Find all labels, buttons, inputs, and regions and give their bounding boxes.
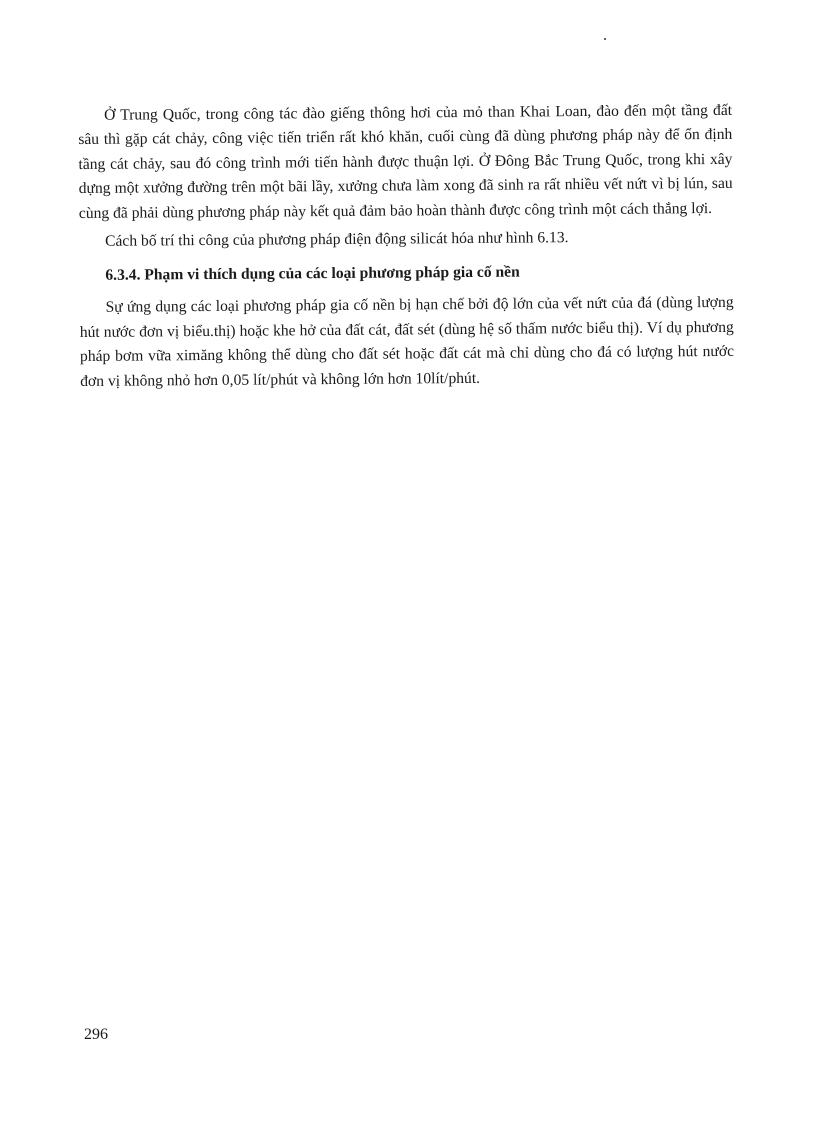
paragraph-applicability: Sự ứng dụng các loại phương pháp gia cố nền bị hạn chế bởi độ lớn của vết nứt của đá (dùng lượng hút nước đơn vị biểu.thị) hoặc khe hở của đất cát, đất sét (dùng hệ số thấm nước biểu thị). Ví dụ phương pháp bơm vữa ximăng không thể dùng cho đất sét hoặc đất cát mà chỉ dùng cho đá có lượng hút nước đơn vị không nhỏ hơn 0,05 lít/phút và không lớn hơn 10lít/phút. <box>79 294 735 390</box>
paragraph-khai-loan: Ở Trung Quốc, trong công tác đào giếng thông hơi của mỏ than Khai Loan, đào đến một tầng đất sâu thì gặp cát chảy, công việc tiến triển rất khó khăn, cuối cùng đã dùng phương pháp này để ổn định tầng cát chảy, sau đó công trình mới tiến hành được thuận lợi. Ở Đông Bắc Trung Quốc, trong khi xây dựng một xưởng đường trên một bãi lầy, xưởng chưa làm xong đã sinh ra rất nhiều vết nứt vì bị lún, sau cùng đã phải dùng phương pháp này kết quả đảm bảo hoàn thành được công trình một cách thắng lợi. <box>78 101 733 222</box>
scan-speck <box>604 38 606 40</box>
page-body <box>78 99 734 394</box>
page-number: 296 <box>84 1026 108 1043</box>
paragraph-figure-reference: Cách bố trí thi công của phương pháp điện động silicát hóa như hình 6.13. <box>105 229 569 250</box>
section-heading: 6.3.4. Phạm vi thích dụng của các loại phương pháp gia cố nền <box>105 263 520 285</box>
